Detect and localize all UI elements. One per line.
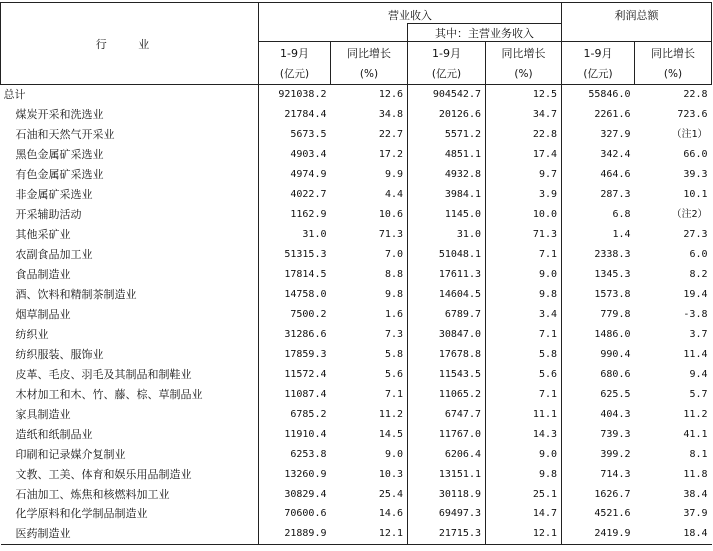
revenue-growth-cell: 14.6: [378, 508, 403, 520]
industry-name-cell: 造纸和纸制品业: [1, 424, 259, 444]
revenue-growth-cell: 71.3: [378, 229, 403, 241]
main-revenue-cell: 17611.3: [408, 265, 486, 285]
revenue-cell: 1162.9: [290, 209, 327, 221]
revenue-cell: 4022.7: [290, 189, 327, 201]
revenue-cell: 4974.9: [290, 169, 327, 181]
revenue-growth-cell: 10.6: [378, 209, 403, 221]
industry-name-cell: 黑色金属矿采选业: [1, 145, 259, 165]
revenue-cell: 6785.2: [290, 408, 327, 420]
profit-cell: 1573.8: [594, 289, 631, 300]
table-row: [1, 145, 712, 165]
revenue-cell: 4903.4: [290, 149, 327, 161]
main-revenue-cell: 1145.0: [408, 205, 486, 225]
main-revenue-growth-cell: 5.6: [486, 364, 562, 384]
header-profit-period: 1-9月: [562, 42, 635, 64]
industry-name-cell: 总计: [1, 85, 259, 105]
table-row: [1, 304, 712, 324]
main-revenue-cell: 5571.2: [408, 125, 486, 145]
table-row: [1, 464, 712, 484]
main-revenue-growth-cell: 11.1: [486, 404, 562, 424]
main-revenue-cell: 6747.7: [408, 404, 486, 424]
table-row: [1, 265, 712, 285]
industry-name-cell: 文教、工美、体育和娱乐用品制造业: [1, 464, 259, 484]
revenue-cell: 31286.6: [284, 328, 327, 340]
header-industry: 行 业: [1, 3, 259, 85]
revenue-cell: 11087.4: [284, 388, 327, 400]
revenue-cell: 13260.9: [284, 468, 327, 480]
profit-growth-cell: 18.4: [635, 524, 712, 544]
profit-growth-cell: （注2）: [671, 209, 708, 221]
profit-cell: 2261.6: [594, 109, 631, 121]
industry-name-cell: 石油加工、炼焦和核燃料加工业: [1, 484, 259, 504]
revenue-growth-cell: 9.0: [384, 448, 403, 460]
industry-name-cell: 烟草制品业: [1, 304, 259, 324]
main-revenue-growth-cell: 9.8: [486, 285, 562, 305]
revenue-growth-cell: 7.3: [384, 328, 403, 340]
main-revenue-growth-cell: 22.8: [486, 125, 562, 145]
main-revenue-growth-cell: 12.1: [486, 524, 562, 544]
main-revenue-cell: 51048.1: [408, 245, 486, 265]
revenue-cell: 21889.9: [259, 524, 331, 544]
profit-growth-cell: 8.1: [689, 448, 708, 460]
profit-growth-cell: 41.1: [683, 428, 708, 440]
table-row: [1, 225, 712, 245]
main-revenue-growth-cell: 7.1: [486, 245, 562, 265]
industry-name-cell: 酒、饮料和精制茶制造业: [1, 285, 259, 305]
main-revenue-cell: 69497.3: [408, 504, 486, 524]
table-header: [1, 3, 712, 85]
table-row: [1, 245, 712, 265]
profit-cell: 739.3: [600, 428, 631, 440]
main-revenue-cell: 31.0: [408, 225, 486, 245]
profit-growth-cell: （注1）: [671, 129, 708, 141]
industry-name-cell: 纺织业: [1, 324, 259, 344]
revenue-cell: 30829.4: [284, 488, 327, 500]
main-revenue-growth-cell: 25.1: [486, 484, 562, 504]
industry-name-cell: 印刷和记录媒介复制业: [1, 444, 259, 464]
profit-cell: 6.8: [612, 209, 631, 221]
industry-name-cell: 木材加工和木、竹、藤、棕、草制品业: [1, 384, 259, 404]
main-revenue-cell: 6789.7: [408, 304, 486, 324]
header-main-growth-unit: (%): [486, 63, 562, 85]
header-revenue: 营业收入: [259, 3, 562, 24]
revenue-growth-cell: 4.4: [384, 189, 403, 201]
revenue-cell: 17859.3: [284, 348, 327, 360]
header-profit: 利润总额: [562, 3, 712, 42]
revenue-cell: 6253.8: [290, 448, 327, 460]
profit-cell: 342.4: [600, 149, 631, 161]
table-row: [1, 324, 712, 344]
revenue-cell: 21784.4: [284, 109, 327, 121]
profit-growth-cell: 11.4: [683, 348, 708, 360]
industry-name-cell: 食品制造业: [1, 265, 259, 285]
main-revenue-cell: 6206.4: [408, 444, 486, 464]
profit-cell: 464.6: [600, 169, 631, 181]
revenue-growth-cell: 8.8: [384, 269, 403, 281]
main-revenue-cell: 20126.6: [408, 105, 486, 125]
table-row: [1, 484, 712, 504]
industry-name-cell: 煤炭开采和洗选业: [1, 105, 259, 125]
profit-growth-cell: 5.7: [689, 388, 708, 400]
revenue-cell: 70600.6: [284, 508, 327, 520]
industry-name-cell: 有色金属矿采选业: [1, 165, 259, 185]
main-revenue-cell: 3984.1: [408, 185, 486, 205]
profit-cell: 779.8: [600, 308, 631, 320]
table-row: [1, 344, 712, 364]
profit-growth-cell: 66.0: [683, 149, 708, 161]
main-revenue-growth-cell: 71.3: [486, 225, 562, 245]
revenue-growth-cell: 25.4: [378, 488, 403, 500]
table-row: [1, 364, 712, 384]
table-row: [1, 404, 712, 424]
revenue-cell: 14758.0: [284, 289, 327, 300]
revenue-growth-cell: 1.6: [384, 308, 403, 320]
header-main-period: 1-9月: [408, 42, 486, 64]
revenue-growth-cell: 12.1: [331, 524, 408, 544]
main-revenue-cell: 21715.3: [408, 524, 486, 544]
profit-growth-cell: 37.9: [683, 508, 708, 520]
main-revenue-growth-cell: 10.0: [486, 205, 562, 225]
industry-name-cell: 皮革、毛皮、羽毛及其制品和制鞋业: [1, 364, 259, 384]
main-revenue-cell: 11543.5: [408, 364, 486, 384]
main-revenue-growth-cell: 14.7: [486, 504, 562, 524]
main-revenue-growth-cell: 9.0: [486, 444, 562, 464]
revenue-growth-cell: 5.6: [384, 368, 403, 380]
table-body: [1, 85, 712, 545]
revenue-cell: 5673.5: [290, 129, 327, 141]
profit-growth-cell: 11.2: [683, 408, 708, 420]
industry-name-cell: 农副食品加工业: [1, 245, 259, 265]
profit-growth-cell: 8.2: [689, 269, 708, 281]
revenue-growth-cell: 12.6: [378, 89, 403, 101]
header-rev-growth: 同比增长: [331, 42, 408, 64]
main-revenue-cell: 11767.0: [408, 424, 486, 444]
main-revenue-growth-cell: 9.0: [486, 265, 562, 285]
profit-growth-cell: 19.4: [683, 289, 708, 300]
revenue-cell: 7500.2: [290, 308, 327, 320]
main-revenue-growth-cell: 7.1: [486, 324, 562, 344]
header-rev-period: 1-9月: [259, 42, 331, 64]
main-revenue-growth-cell: 9.8: [486, 464, 562, 484]
profit-cell: 4521.6: [594, 508, 631, 520]
main-revenue-cell: 4932.8: [408, 165, 486, 185]
table-row: [1, 205, 712, 225]
revenue-cell: 921038.2: [278, 89, 327, 101]
profit-growth-cell: 39.3: [683, 169, 708, 181]
main-revenue-growth-cell: 12.5: [486, 85, 562, 105]
table-row: [1, 444, 712, 464]
table-row: [1, 285, 712, 305]
profit-cell: 327.9: [600, 129, 631, 141]
profit-cell: 1345.3: [594, 269, 631, 281]
table-row: [1, 384, 712, 404]
main-revenue-cell: 14604.5: [408, 285, 486, 305]
revenue-cell: 11572.4: [284, 368, 327, 380]
main-revenue-growth-cell: 14.3: [486, 424, 562, 444]
profit-growth-cell: 38.4: [683, 488, 708, 500]
table-row: [1, 125, 712, 145]
revenue-growth-cell: 5.8: [384, 348, 403, 360]
industry-name-cell: 医药制造业: [1, 524, 259, 544]
revenue-cell: 17814.5: [284, 269, 327, 281]
header-rev-unit: (亿元): [259, 63, 331, 85]
header-profit-growth: 同比增长: [635, 42, 712, 64]
main-revenue-growth-cell: 9.7: [486, 165, 562, 185]
profit-cell: 990.4: [600, 348, 631, 360]
main-revenue-growth-cell: 17.4: [486, 145, 562, 165]
header-main-unit: (亿元): [408, 63, 486, 85]
profit-cell: 55846.0: [588, 89, 631, 101]
profit-cell: 714.3: [600, 468, 631, 480]
industry-name-cell: 化学原料和化学制品制造业: [1, 504, 259, 524]
profit-cell: 2338.3: [594, 249, 631, 261]
industry-name-cell: 家具制造业: [1, 404, 259, 424]
header-rev-growth-unit: (%): [331, 63, 408, 85]
revenue-cell: 51315.3: [284, 249, 327, 261]
main-revenue-cell: 4851.1: [408, 145, 486, 165]
profit-growth-cell: 9.4: [689, 368, 708, 380]
main-revenue-cell: 904542.7: [408, 85, 486, 105]
main-revenue-cell: 13151.1: [408, 464, 486, 484]
industry-name-cell: 非金属矿采选业: [1, 185, 259, 205]
revenue-growth-cell: 34.8: [378, 109, 403, 121]
main-revenue-cell: 30847.0: [408, 324, 486, 344]
industry-name-cell: 纺织服装、服饰业: [1, 344, 259, 364]
header-profit-unit: (亿元): [562, 63, 635, 85]
profit-cell: 287.3: [600, 189, 631, 201]
main-revenue-cell: 11065.2: [408, 384, 486, 404]
table-row: [1, 105, 712, 125]
revenue-growth-cell: 17.2: [378, 149, 403, 161]
profit-cell: 404.3: [600, 408, 631, 420]
revenue-growth-cell: 9.9: [384, 169, 403, 181]
main-revenue-cell: 17678.8: [408, 344, 486, 364]
profit-cell: 399.2: [600, 448, 631, 460]
profit-growth-cell: 27.3: [683, 229, 708, 241]
revenue-cell: 11910.4: [284, 428, 327, 440]
table-row: [1, 504, 712, 524]
profit-cell: 680.6: [600, 368, 631, 380]
profit-growth-cell: 723.6: [677, 109, 708, 121]
profit-cell: 1486.0: [594, 328, 631, 340]
main-revenue-growth-cell: 3.9: [486, 185, 562, 205]
main-revenue-growth-cell: 34.7: [486, 105, 562, 125]
profit-growth-cell: 3.7: [689, 328, 708, 340]
revenue-growth-cell: 11.2: [378, 408, 403, 420]
profit-cell: 1.4: [612, 229, 631, 241]
main-revenue-growth-cell: 7.1: [486, 384, 562, 404]
industry-name-cell: 石油和天然气开采业: [1, 125, 259, 145]
table-row: [1, 165, 712, 185]
profit-cell: 2419.9: [562, 524, 635, 544]
main-revenue-cell: 30118.9: [408, 484, 486, 504]
table-row: [1, 524, 712, 544]
industry-name-cell: 其他采矿业: [1, 225, 259, 245]
profit-growth-cell: 10.1: [683, 189, 708, 201]
main-revenue-growth-cell: 3.4: [486, 304, 562, 324]
main-revenue-growth-cell: 5.8: [486, 344, 562, 364]
header-revenue-spacer: [259, 24, 408, 42]
revenue-cell: 31.0: [302, 229, 327, 241]
profit-cell: 625.5: [600, 388, 631, 400]
profit-growth-cell: -3.8: [683, 308, 708, 320]
industry-name-cell: 开采辅助活动: [1, 205, 259, 225]
profit-cell: 1626.7: [594, 488, 631, 500]
profit-growth-cell: 22.8: [683, 89, 708, 101]
profit-growth-cell: 6.0: [689, 249, 708, 261]
revenue-growth-cell: 10.3: [378, 468, 403, 480]
revenue-growth-cell: 7.1: [384, 388, 403, 400]
profit-growth-cell: 11.8: [683, 468, 708, 480]
header-main-revenue: 其中：主营业务收入: [408, 24, 562, 42]
header-main-growth: 同比增长: [486, 42, 562, 64]
revenue-growth-cell: 22.7: [378, 129, 403, 141]
table-row: [1, 185, 712, 205]
header-profit-growth-unit: (%): [635, 63, 712, 85]
table-row: [1, 85, 712, 105]
table-row: [1, 424, 712, 444]
industry-statistics-table: [0, 2, 712, 545]
revenue-growth-cell: 14.5: [378, 428, 403, 440]
revenue-growth-cell: 7.0: [384, 249, 403, 261]
revenue-growth-cell: 9.8: [384, 289, 403, 300]
